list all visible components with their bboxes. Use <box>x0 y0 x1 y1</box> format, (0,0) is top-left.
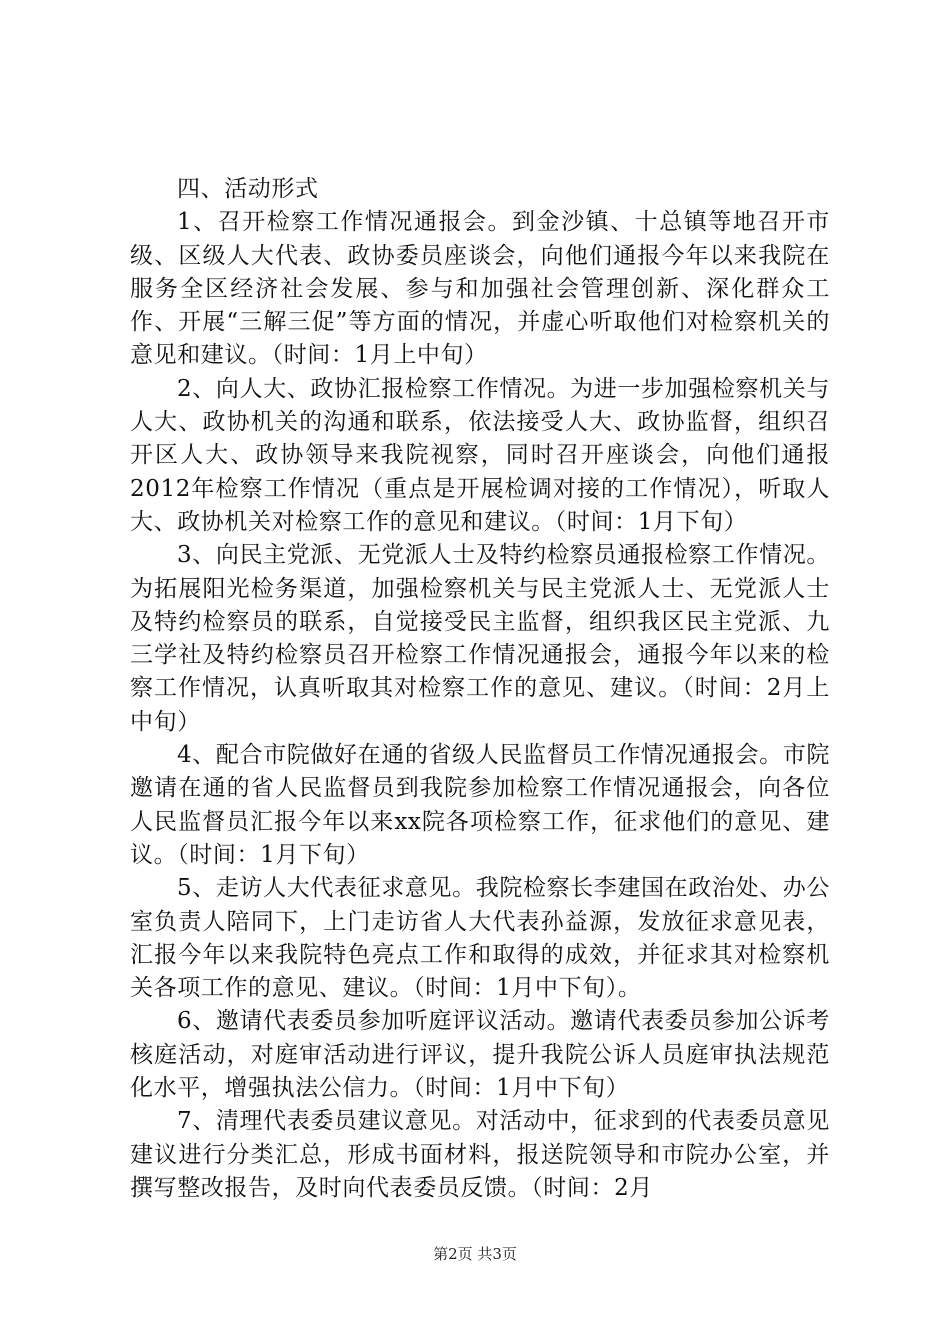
paragraph-item-1: 1、召开检察工作情况通报会。到金沙镇、十总镇等地召开市级、区级人大代表、政协委员座谈会，向他们通报今年以来我院在服务全区经济社会发展、参与和加强社会管理创新、深化群众工作、开展“三解三促”等方面的情况，并虚心听取他们对检察机关的意见和建议。（时间：1月上中旬） <box>130 209 830 369</box>
paragraph-item-3: 3、向民主党派、无党派人士及特约检察员通报检察工作情况。为拓展阳光检务渠道，加强检察机关与民主党派人士、无党派人士及特约检察员的联系，自觉接受民主监督，组织我区民主党派、九三学社及特约检察员召开检察工作情况通报会，通报今年以来的检察工作情况，认真听取其对检察工作的意见、建议。（时间：2月上中旬） <box>130 542 830 735</box>
page-number-footer: 第2页 共3页 <box>433 1245 517 1263</box>
paragraph-item-5: 5、走访人大代表征求意见。我院检察长李建国在政治处、办公室负责人陪同下，上门走访省人大代表孙益源，发放征求意见表，汇报今年以来我院特色亮点工作和取得的成效，并征求其对检察机关各项工作的意见、建议。（时间：1月中下旬）。 <box>130 875 830 1002</box>
paragraph-item-6: 6、邀请代表委员参加听庭评议活动。邀请代表委员参加公诉考核庭活动，对庭审活动进行评议，提升我院公诉人员庭审执法规范化水平，增强执法公信力。（时间：1月中下旬） <box>130 1008 830 1102</box>
document-body <box>130 173 830 1205</box>
paragraph-item-7: 7、清理代表委员建议意见。对活动中，征求到的代表委员意见建议进行分类汇总，形成书面材料，报送院领导和市院办公室，并撰写整改报告，及时向代表委员反馈。（时间：2月 <box>130 1108 830 1201</box>
paragraph-item-2: 2、向人大、政协汇报检察工作情况。为进一步加强检察机关与人大、政协机关的沟通和联系，依法接受人大、政协监督，组织召开区人大、政协领导来我院视察，同时召开座谈会，向他们通报2012年检察工作情况（重点是开展检调对接的工作情况），听取人大、政协机关对检察工作的意见和建议。（时间：1月下旬） <box>130 375 830 535</box>
paragraph-item-4: 4、配合市院做好在通的省级人民监督员工作情况通报会。市院邀请在通的省人民监督员到我院参加检察工作情况通报会，向各位人民监督员汇报今年以来xx院各项检察工作，征求他们的意见、建议。（时间：1月下旬） <box>130 742 830 868</box>
section-heading: 四、活动形式 <box>177 176 319 202</box>
